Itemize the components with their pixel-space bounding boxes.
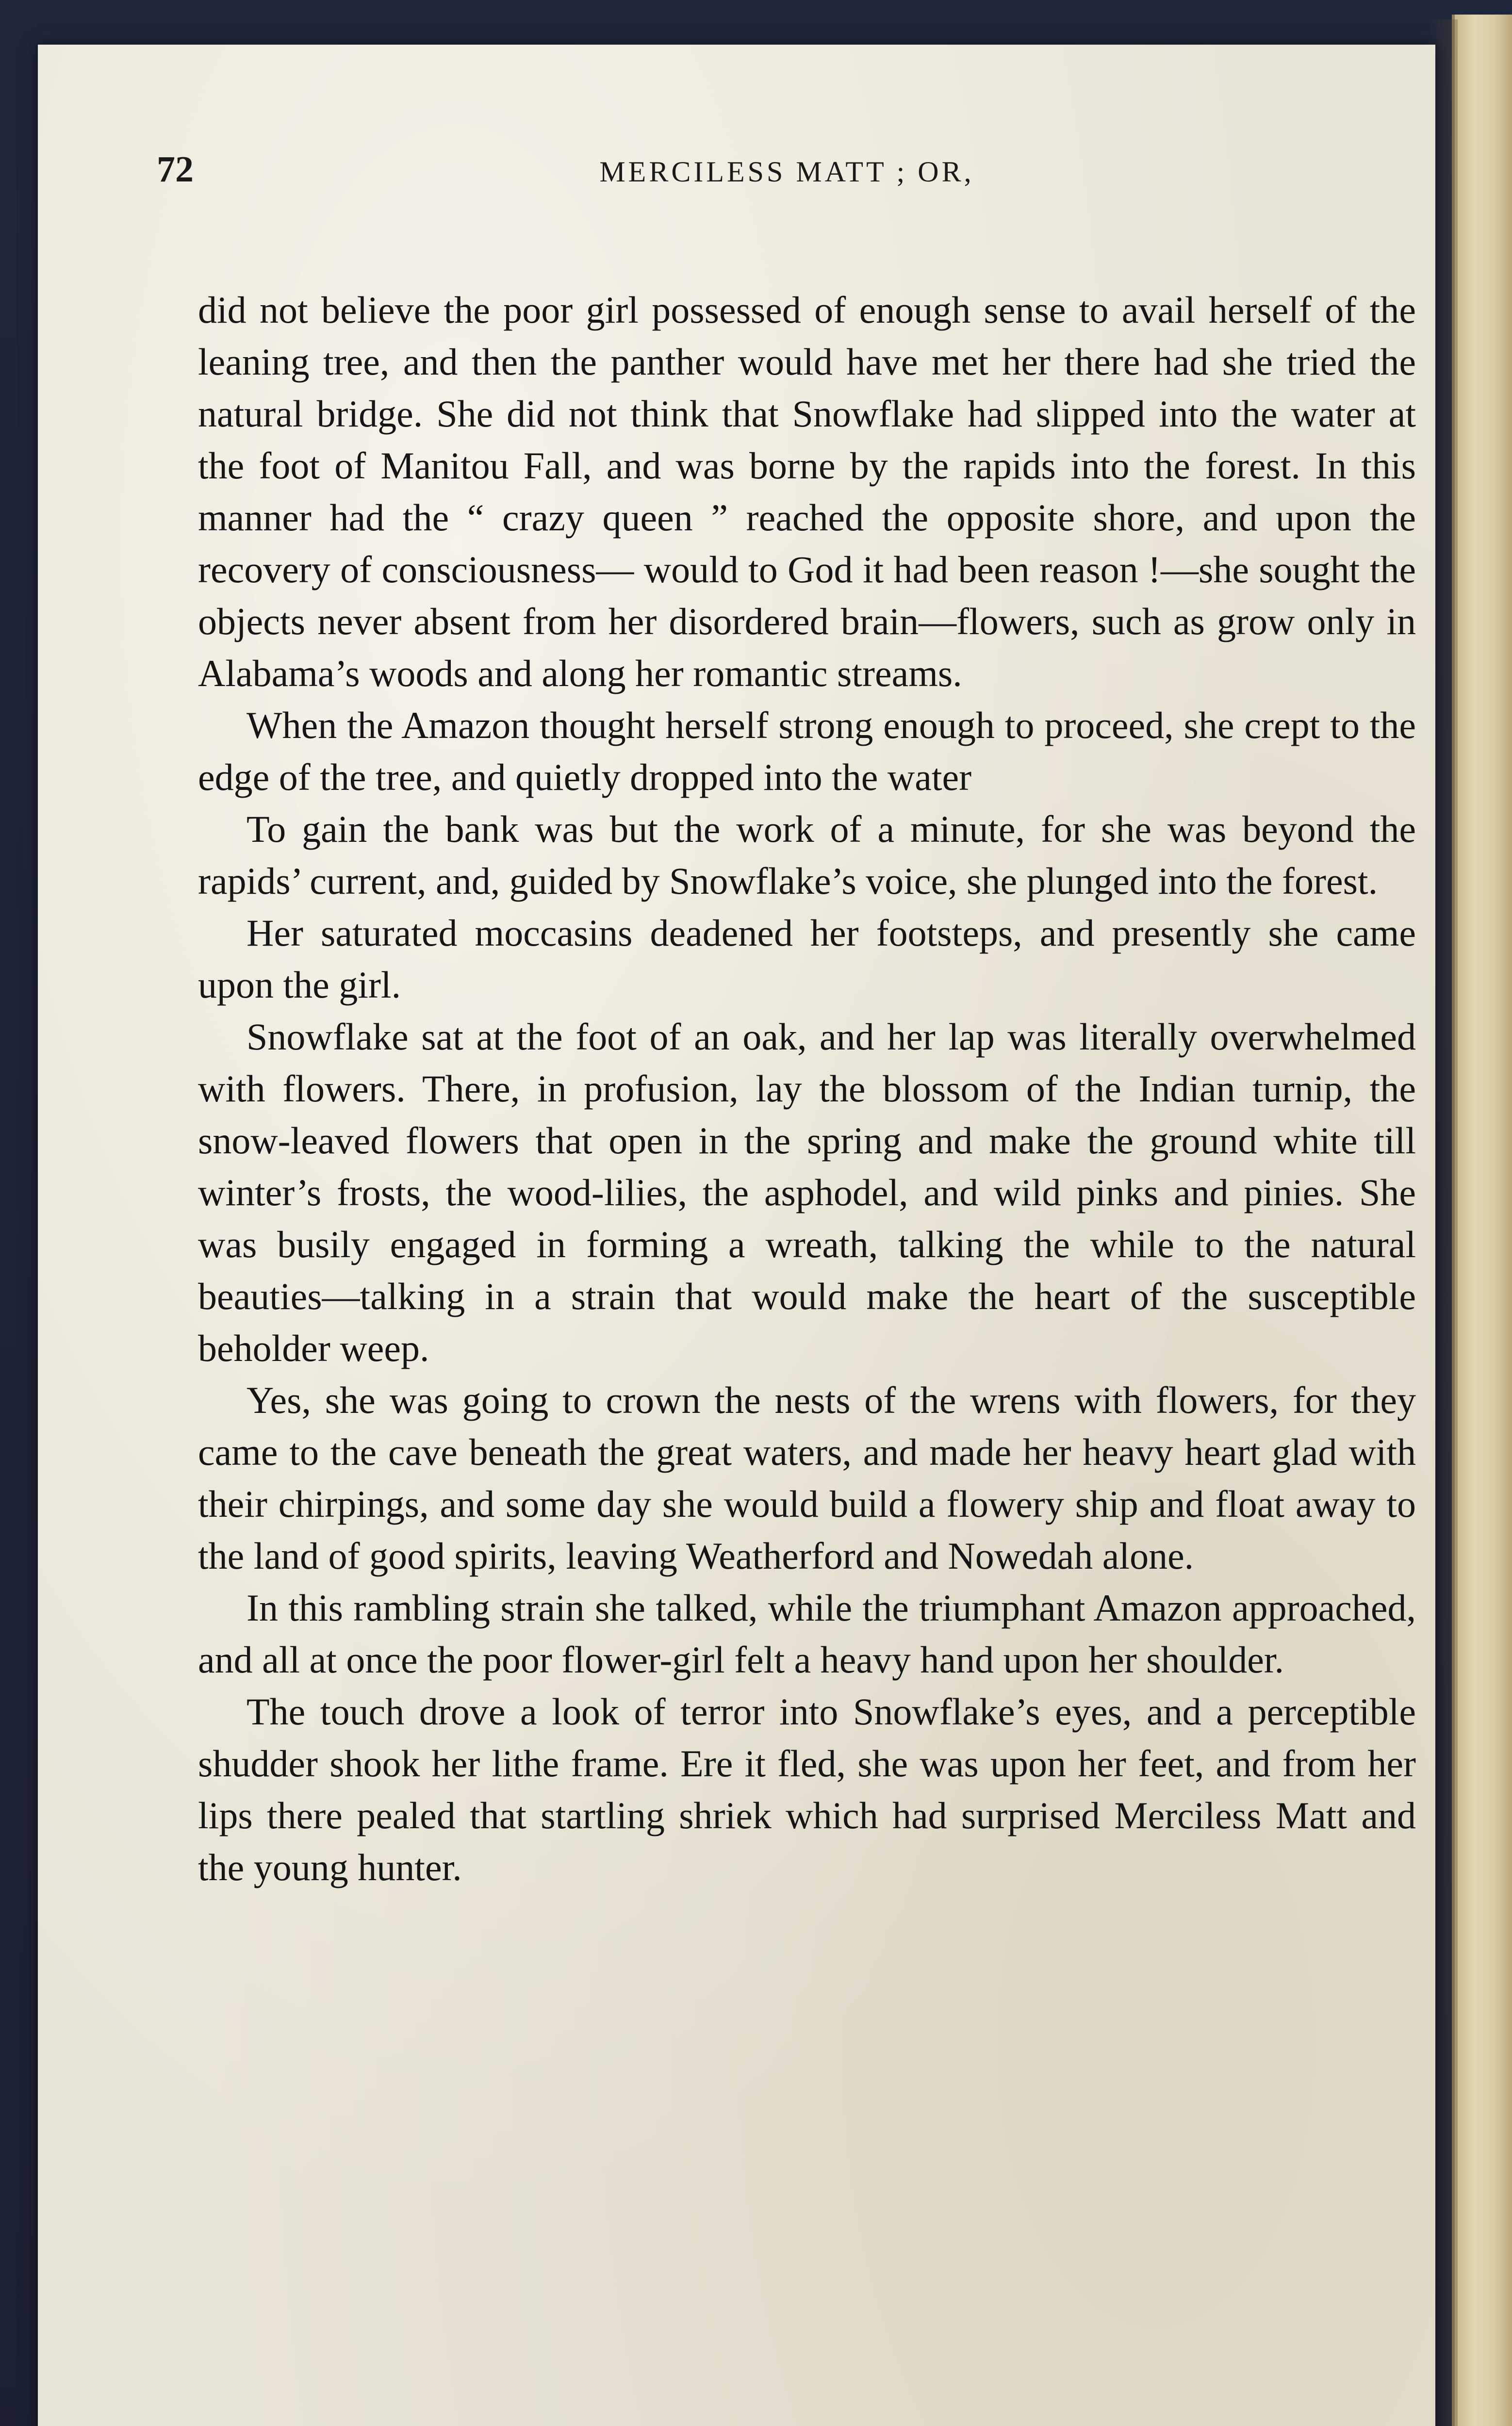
page-number: 72	[157, 149, 194, 190]
running-head	[157, 148, 1417, 202]
paragraph: Snowflake sat at the foot of an oak, and her lap was literally overwhelmed with flowers. There, in profusion, lay the blossom of the Indian turnip, the snow-leaved flowers that open in the spring and make the ground white till winter’s frosts, the wood-lilies, the asphodel, and wild pinks and pinies. She was busily engaged in forming a wreath, talking the while to the natural beauties—talking in a strain that would make the heart of the susceptible beholder weep.	[198, 1016, 1416, 1369]
adjacent-page-edge	[1452, 15, 1512, 2426]
paragraph: To gain the bank was but the work of a minute, for she was beyond the rapids’ current, and, guided by Snowflake’s voice, she plunged into the forest.	[198, 808, 1416, 902]
paragraph: The touch drove a look of terror into Snowflake’s eyes, and a perceptible shudder shook her lithe frame. Ere it fled, she was upon her feet, and from her lips there pealed that startling shriek which had surprised Merciless Matt and the young hunter.	[198, 1690, 1416, 1888]
paragraph: Yes, she was going to crown the nests of the wrens with flowers, for they came to the cave beneath the great waters, and made her heavy heart glad with their chirpings, and some day she would build a flowery ship and float away to the land of good spirits, leaving Weatherford and Nowedah alone.	[198, 1379, 1416, 1577]
running-title: MERCILESS MATT ; OR,	[599, 156, 974, 188]
paragraph: In this rambling strain she talked, while the triumphant Amazon approached, and all at once the poor flower-girl felt a heavy hand upon her shoulder.	[198, 1587, 1416, 1681]
body-text	[198, 284, 1416, 1893]
paragraph: did not believe the poor girl possessed of enough sense to avail herself of the leaning tree, and then the panther would have met her there had she tried the natural bridge. She did not think that Snowflake had slipped into the water at the foot of Manitou Fall, and was borne by the rapids into the forest. In this manner had the “ crazy queen ” reached the opposite shore, and upon the recovery of consciousness— would to God it had been reason !—she sought the objects never absent from her disordered brain—flowers, such as grow only in Alabama’s woods and along her romantic streams.	[198, 289, 1416, 694]
paragraph: When the Amazon thought herself strong enough to proceed, she crept to the edge of the tree, and quietly dropped into the water	[198, 704, 1416, 798]
paragraph: Her saturated moccasins deadened her footsteps, and presently she came upon the girl.	[198, 912, 1416, 1006]
